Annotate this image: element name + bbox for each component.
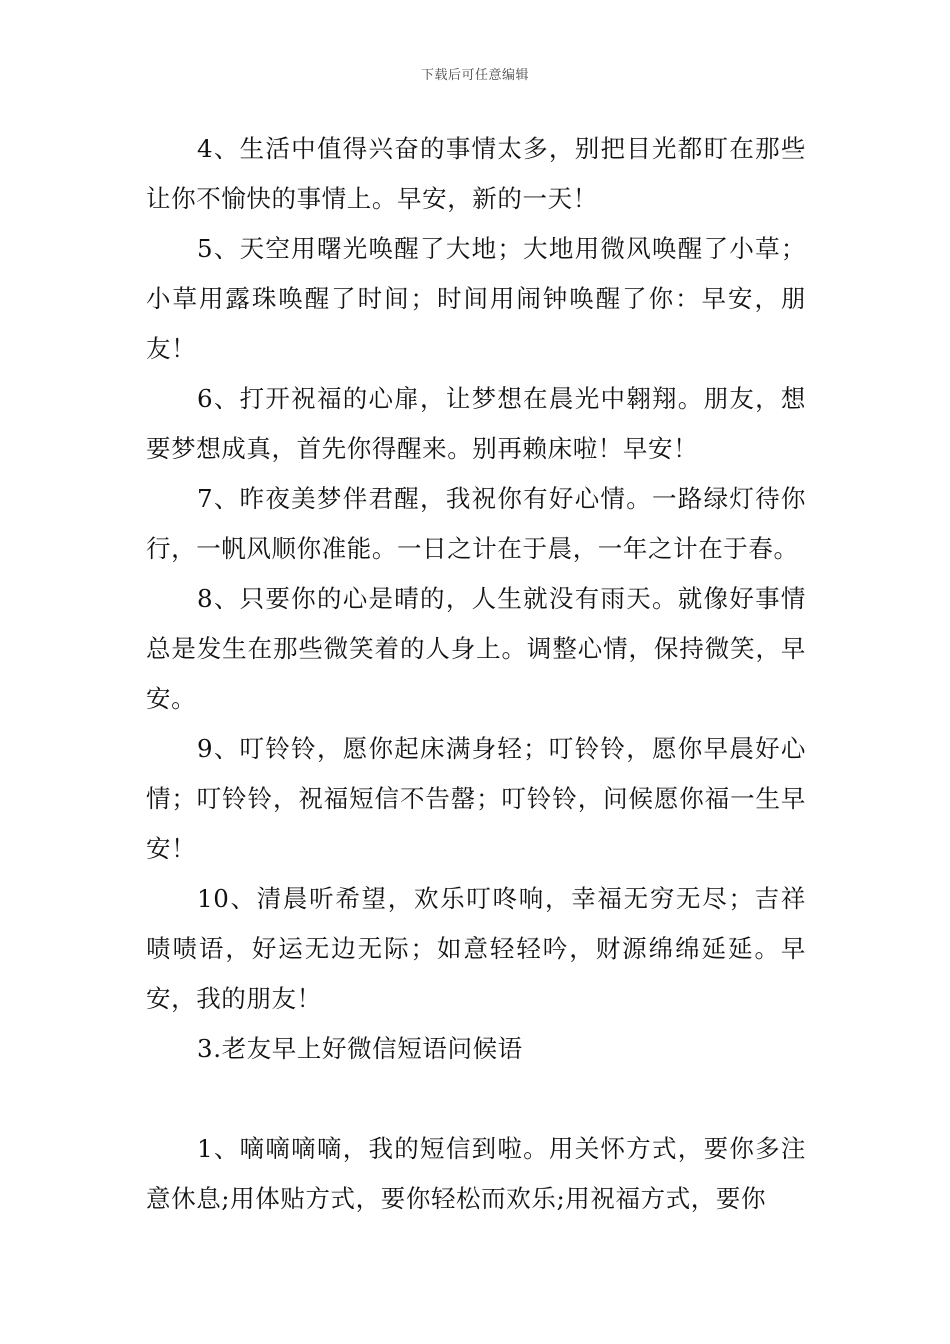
- paragraph-1: 1、嘀嘀嘀嘀，我的短信到啦。用关怀方式，要你多注意休息;用体贴方式，要你轻松而欢乐;用祝福方式，要你: [146, 1134, 806, 1213]
- paragraph-10: 10、清晨听希望，欢乐叮咚响，幸福无穷无尽；吉祥啧啧语，好运无边无际；如意轻轻吟，财源绵绵延延。早安，我的朋友！: [146, 884, 806, 1013]
- section-spacer: [146, 1074, 806, 1124]
- section-heading: 3.老友早上好微信短语问候语: [197, 1034, 523, 1063]
- paragraph-9: 9、叮铃铃，愿你起床满身轻；叮铃铃，愿你早晨好心情；叮铃铃，祝福短信不告罄；叮铃铃，问候愿你福一生早安！: [146, 734, 806, 863]
- paragraph-4: 4、生活中值得兴奋的事情太多，别把目光都盯在那些让你不愉快的事情上。早安，新的一天！: [146, 134, 806, 213]
- paragraph-6: 6、打开祝福的心扉，让梦想在晨光中翱翔。朋友，想要梦想成真，首先你得醒来。别再赖床啦！早安！: [146, 384, 806, 463]
- paragraph-8: 8、只要你的心是晴的，人生就没有雨天。就像好事情总是发生在那些微笑着的人身上。调整心情，保持微笑，早安。: [146, 584, 806, 713]
- page-header-note: 下载后可任意编辑: [420, 68, 529, 83]
- paragraph-5: 5、天空用曙光唤醒了大地；大地用微风唤醒了小草；小草用露珠唤醒了时间；时间用闹钟唤醒了你：早安，朋友！: [146, 234, 806, 363]
- document-body: [146, 124, 806, 1224]
- paragraph-7: 7、昨夜美梦伴君醒，我祝你有好心情。一路绿灯待你行，一帆风顺你准能。一日之计在于晨，一年之计在于春。: [146, 484, 806, 563]
